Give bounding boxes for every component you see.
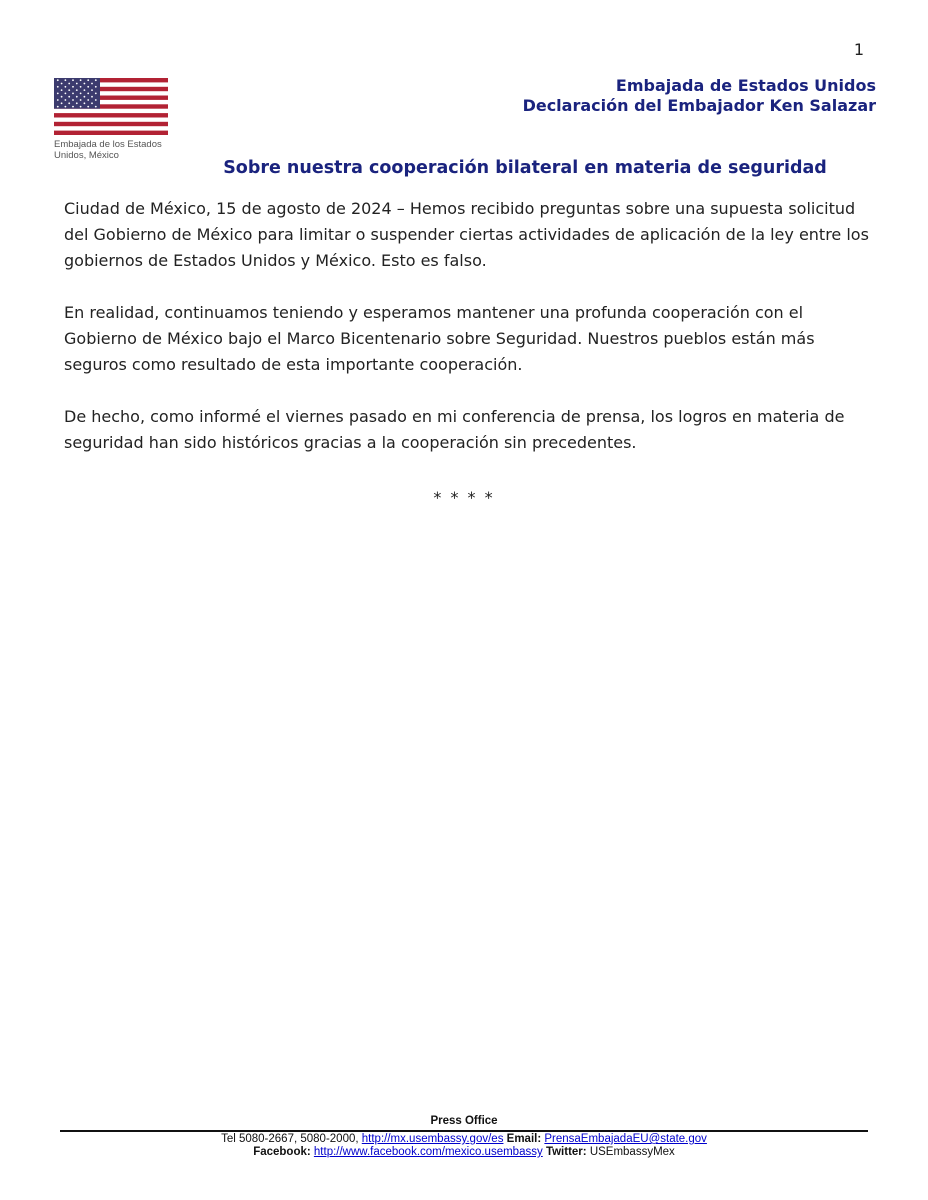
end-separator: * * * * <box>433 488 495 507</box>
footer-tel: Tel 5080-2667, 5080-2000, <box>221 1133 359 1145</box>
embassy-logo <box>54 78 170 161</box>
paragraph-2: En realidad, continuamos teniendo y esperamos mantener una profunda cooperación con el Gobierno de México bajo el Marco Bicentenario sobre Seguridad. Nuestros pueblos están más seguros como resultado de esta importante cooperación. <box>64 303 815 374</box>
footer-twitter-label: Twitter: <box>545 1146 587 1158</box>
paragraph-1: Ciudad de México, 15 de agosto de 2024 – Hemos recibido preguntas sobre una supuesta solicitud del Gobierno de México para limitar o suspender ciertas actividades de aplicación de la ley entre los gobiernos de Estados Unidos y México. Esto es falso. <box>64 199 869 270</box>
footer-divider <box>60 1130 868 1132</box>
document-title: Sobre nuestra cooperación bilateral en materia de seguridad <box>223 158 827 178</box>
header-statement-title: Declaración del Embajador Ken Salazar <box>522 96 876 115</box>
logo-caption-line1: Embajada de los Estados <box>54 139 162 150</box>
header-block <box>523 76 876 116</box>
footer-email-link[interactable]: PrensaEmbajadaEU@state.gov <box>544 1133 707 1145</box>
us-flag-icon <box>54 78 168 135</box>
page-number: 1 <box>853 40 864 59</box>
paragraph-3: De hecho, como informé el viernes pasado en mi conferencia de prensa, los logros en materia de seguridad han sido históricos gracias a la cooperación sin precedentes. <box>64 407 845 452</box>
footer-contact-line <box>60 1133 868 1146</box>
logo-caption-line2: Unidos, México <box>54 150 119 161</box>
footer <box>60 1115 868 1159</box>
header-embassy-name: Embajada de Estados Unidos <box>615 76 876 95</box>
body-text <box>64 196 874 482</box>
footer-facebook-label: Facebook: <box>253 1146 311 1158</box>
footer-title: Press Office <box>430 1115 498 1127</box>
footer-twitter-handle: USEmbassyMex <box>589 1146 675 1158</box>
footer-email-label: Email: <box>506 1133 542 1145</box>
footer-facebook-link[interactable]: http://www.facebook.com/mexico.usembassy <box>313 1146 543 1158</box>
footer-social-line <box>60 1146 868 1159</box>
footer-website-link[interactable]: http://mx.usembassy.gov/es <box>361 1133 504 1145</box>
